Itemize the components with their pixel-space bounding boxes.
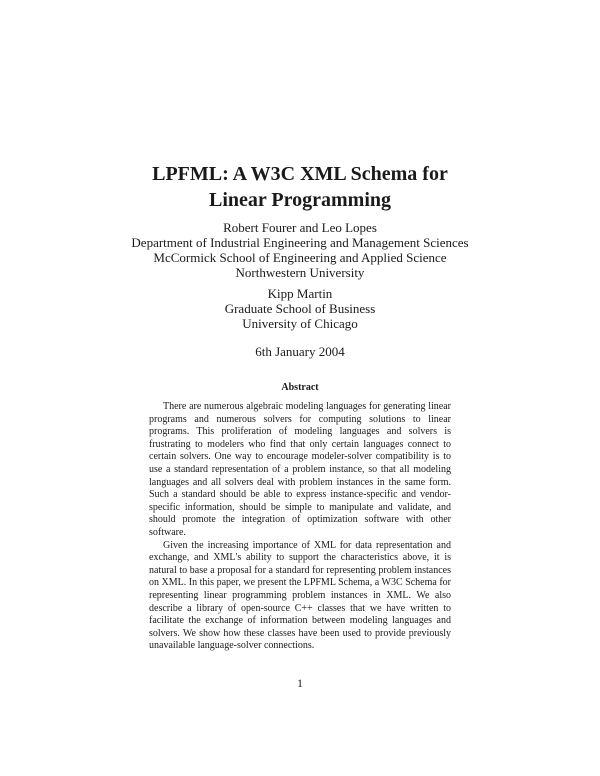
abstract-paragraph-1: There are numerous algebraic modeling languages for generating linear programs and numerous solvers for computing solutions to linear programs. This proliferation of modeling languages and solvers is frustrating to modelers who find that only certain languages connect to certain solvers. One way to encourage modeler-solver compatibility is to use a standard representation of a problem instance, so that all modeling languages and all solvers deal with problem instances in the same form. Such a standard should be able to express instance-specific and vendor-specific information, should be simple to manipulate and validate, and should promote the integration of optimization software with other software. — [149, 401, 451, 538]
paper-title-line-2: Linear Programming — [208, 189, 392, 211]
paper-title-line-1: LPFML: A W3C XML Schema for — [152, 163, 448, 185]
author-block-northwestern — [0, 220, 600, 280]
abstract-paragraph-2: Given the increasing importance of XML for data representation and exchange, and XML's ability to support the characteristics above, it is natural to base a proposal for a standard for representing problem instances on XML. In this paper, we present the LPFML Schema, a W3C Schema for representing linear programming problem instances in XML. We also describe a library of open-source C++ classes that we have written to facilitate the exchange of information between modeling languages and solvers. We show how these classes have been used to provide previously unavailable language-solver connections. — [149, 539, 451, 652]
abstract-heading: Abstract — [281, 382, 319, 393]
abstract-body — [149, 401, 451, 653]
publication-date: 6th January 2004 — [255, 344, 345, 359]
affiliation-line: McCormick School of Engineering and Applied Science — [153, 250, 447, 265]
author-block-chicago — [0, 286, 600, 331]
affiliation-line: Department of Industrial Engineering and Management Sciences — [131, 235, 469, 250]
page-number: 1 — [297, 676, 303, 690]
paper-title — [0, 161, 600, 213]
affiliation-line: Northwestern University — [235, 265, 365, 280]
author-names: Robert Fourer and Leo Lopes — [223, 220, 377, 235]
affiliation-line: Graduate School of Business — [224, 301, 376, 316]
affiliation-line: University of Chicago — [242, 316, 358, 331]
author-names: Kipp Martin — [267, 286, 333, 301]
